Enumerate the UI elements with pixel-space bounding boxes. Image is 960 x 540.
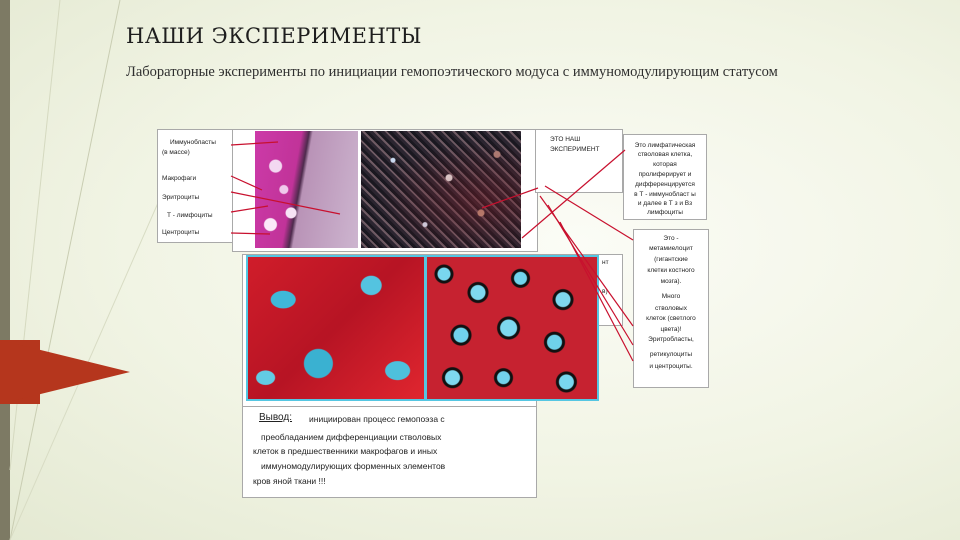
label-in-mass: (в массе) [162, 149, 190, 156]
note2-line: метамиелоцит [649, 245, 693, 252]
cell-labels-box [157, 129, 233, 243]
note1-line: лимфоциты [647, 209, 683, 216]
note2-line: Эритробласты, [648, 336, 694, 343]
note-metamyelocyte [633, 229, 709, 388]
page-title: НАШИ ЭКСПЕРИМЕНТЫ [126, 24, 422, 48]
experiment-label-line2: ЭКСПЕРИМЕНТ [550, 146, 600, 153]
label-macrophages: Макрофаги [162, 175, 197, 182]
conclusion-box [242, 406, 537, 498]
conclusion-line: иммуномодулирующих форменных элементов [261, 461, 446, 471]
note1-line: и далее в Т з и Вз [637, 200, 693, 207]
conclusion-line: клеток в предшественники макрофагов и иных [253, 446, 438, 456]
note1-line: пролиферирует и [638, 171, 692, 178]
page-subtitle: Лабораторные эксперименты по инициации гемопоэтического модуса с иммуномодулирующим статусом [126, 64, 778, 80]
hidden-label-fragment-2: в) [602, 288, 608, 295]
label-t-lymphocytes: Т - лимфоциты [167, 212, 213, 219]
note2-line: мозга). [660, 278, 682, 285]
micrograph-red-blue-tissue [248, 257, 424, 399]
label-centrocytes: Центроциты [162, 229, 200, 236]
note2-line: стволовых [655, 305, 687, 312]
note2-line: (гигантские [654, 256, 688, 263]
conclusion-line: преобладанием дифференциации стволовых [261, 432, 442, 442]
note2-line: ретикулоциты [649, 351, 693, 358]
conclusion-line: инициирован процесс гемопоэза с [309, 414, 445, 424]
micrograph-dark-shade [361, 131, 521, 248]
note-lymphatic-stem-cell [623, 134, 707, 220]
label-erythrocytes: Эритроциты [162, 194, 200, 201]
hidden-label-fragment-1: нт [602, 259, 609, 266]
note2-line: Много [661, 293, 681, 300]
experiment-label-line1: ЭТО НАШ [550, 136, 581, 143]
note1-line: стволовая клетка, [637, 151, 693, 158]
conclusion-line: кров яной ткани !!! [253, 476, 326, 486]
note2-line: клетки костного [647, 267, 695, 274]
experiment-label-box [535, 129, 623, 193]
conclusion-label: Вывод: [259, 412, 293, 423]
label-immunoblasts: Иммунобласты [170, 139, 216, 146]
note2-line: клеток (светлого [646, 315, 696, 322]
micrograph-cells-tissue [427, 257, 597, 399]
micrograph-pink-tissue [255, 131, 358, 248]
note2-line: Это - [663, 235, 679, 242]
note2-line: цвета)! [660, 326, 682, 333]
note2-line: и центроциты. [649, 363, 693, 370]
note1-line: в Т - иммунобласт ы [634, 191, 696, 198]
note1-line: которая [653, 161, 677, 168]
note1-line: дифференцируется [635, 181, 695, 188]
note1-line: Это лимфатическая [634, 142, 696, 149]
red-arrow-decoration [0, 340, 130, 404]
